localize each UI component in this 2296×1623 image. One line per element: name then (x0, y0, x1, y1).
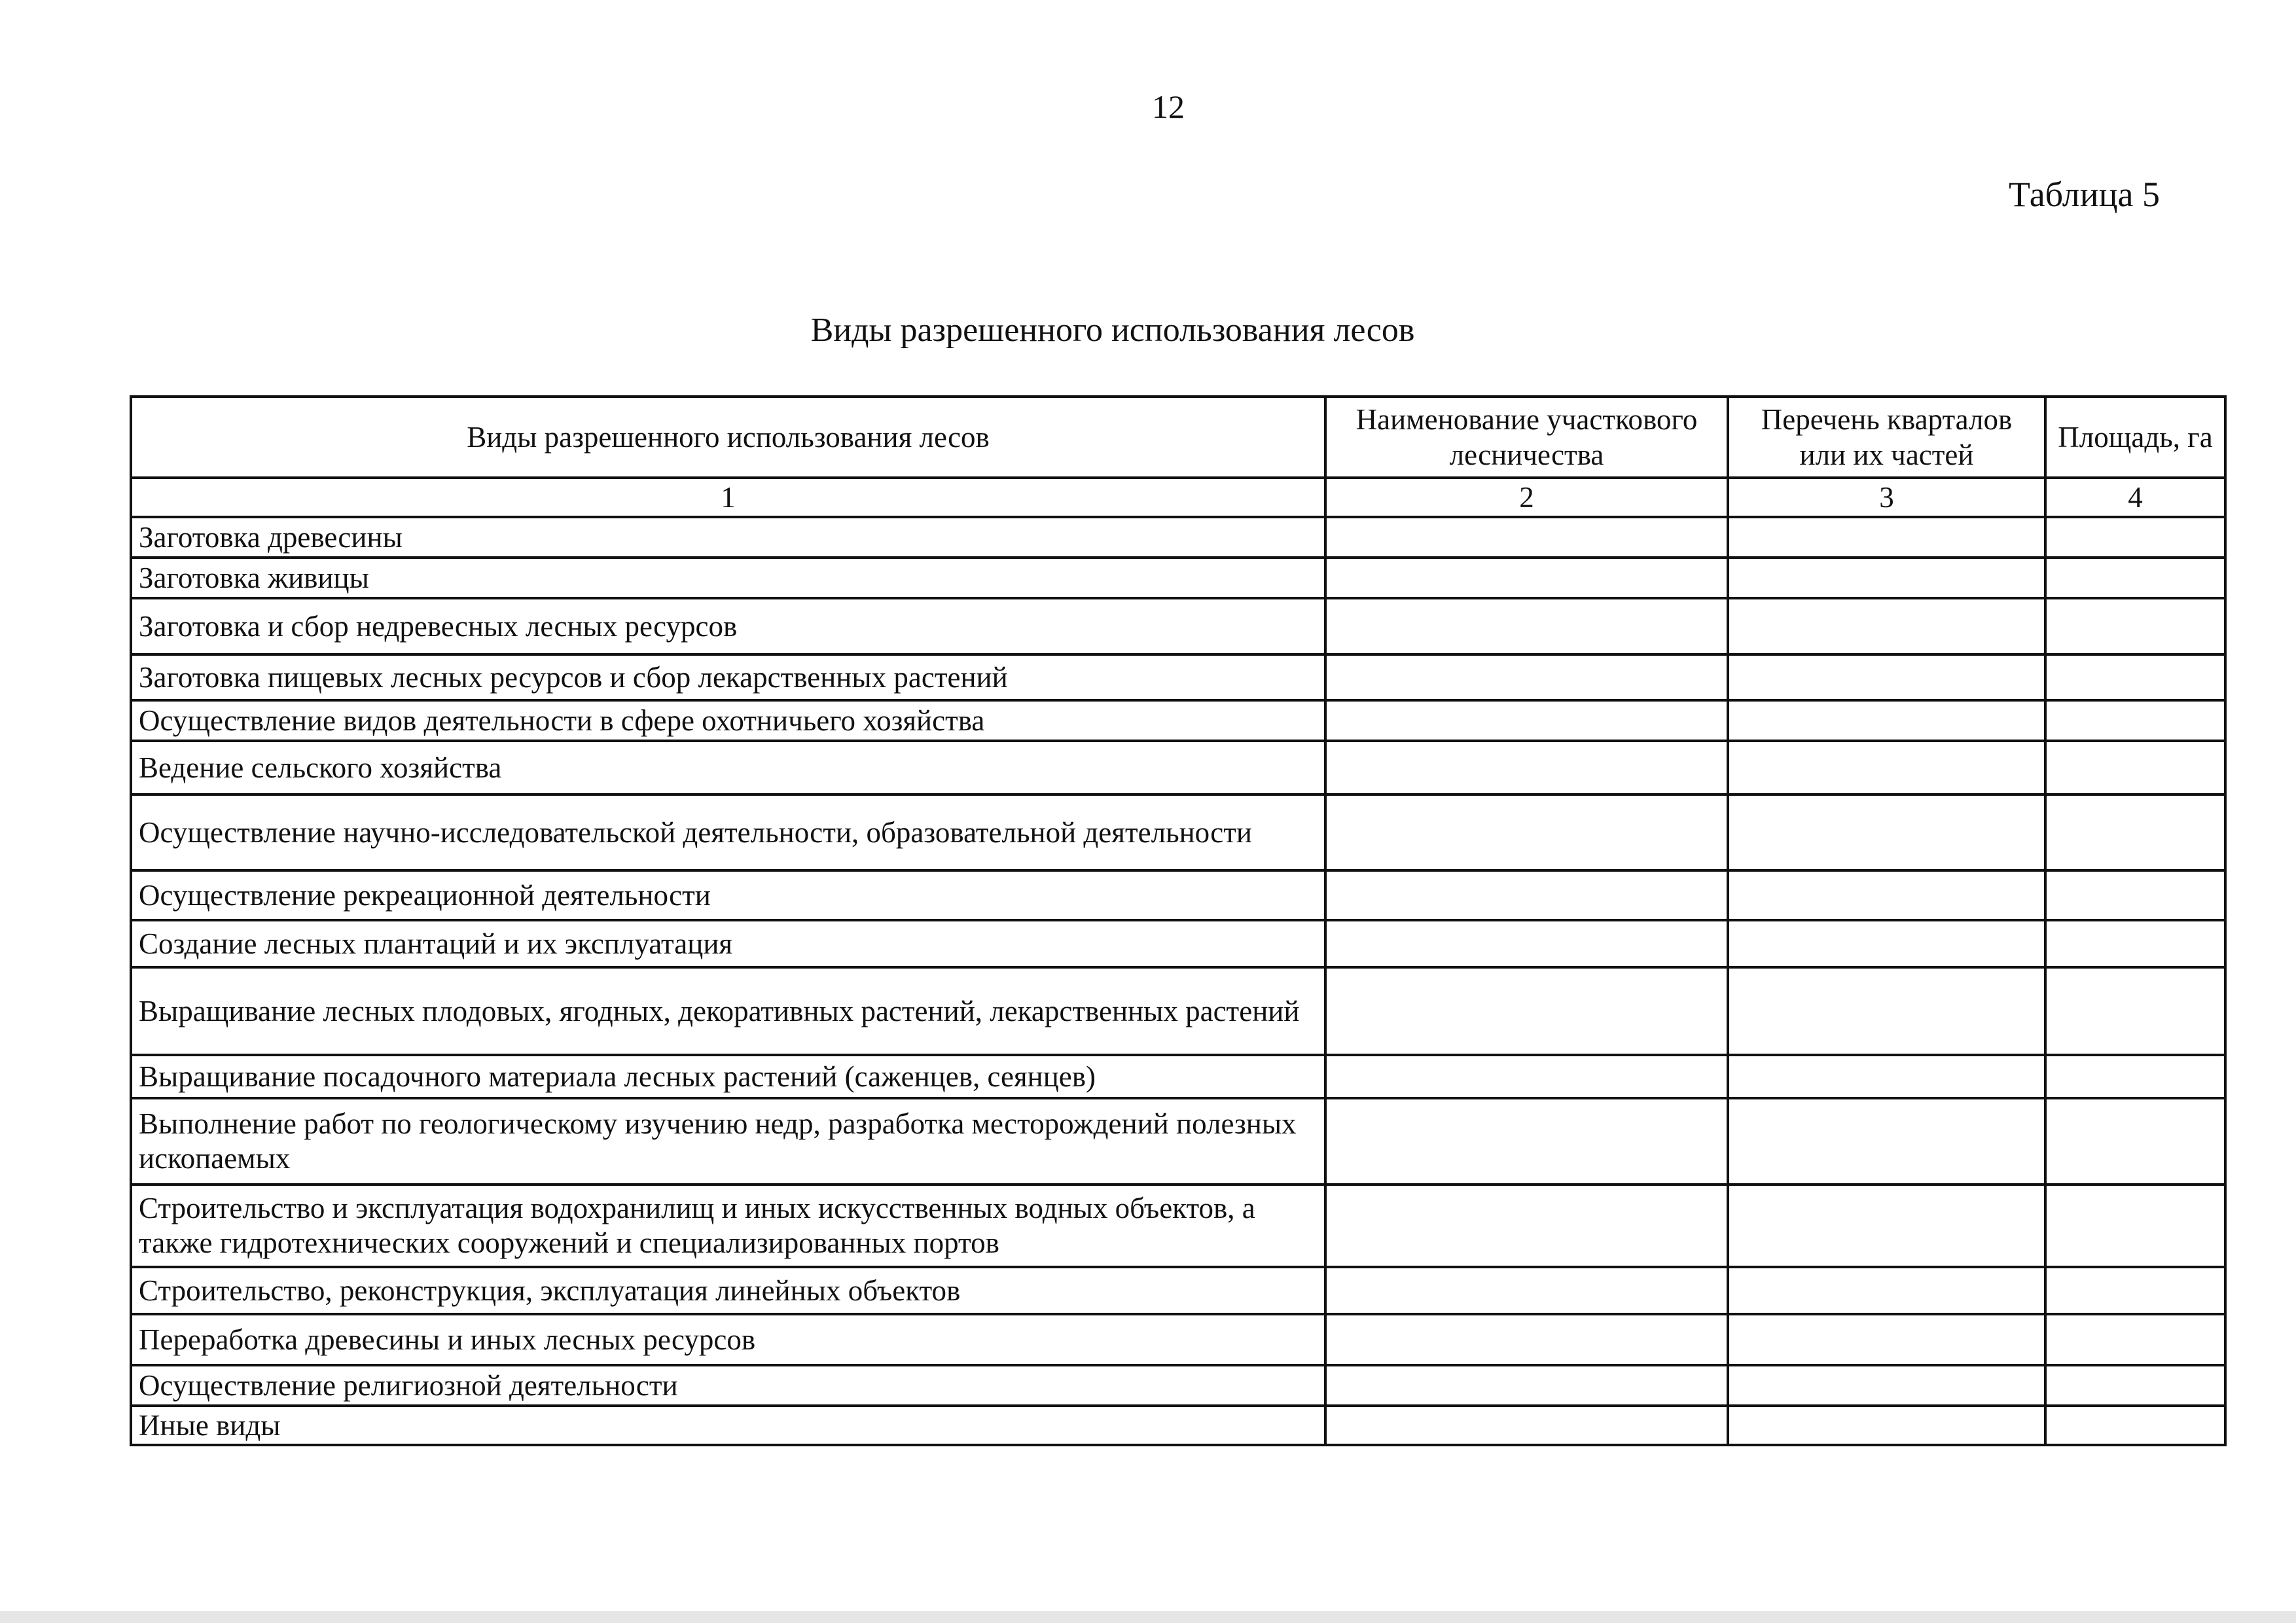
empty-cell (1728, 1314, 2045, 1365)
header-cell-quarters: Перечень кварталов или их частей (1728, 397, 2045, 478)
row-label: Ведение сельского хозяйства (131, 741, 1325, 794)
empty-cell (1728, 794, 2045, 870)
empty-cell (1325, 1055, 1728, 1098)
header-cell-forestry: Наименование участкового лесничества (1325, 397, 1728, 478)
table-row (131, 1365, 2225, 1406)
table-row (131, 741, 2225, 794)
row-label: Строительство и эксплуатация водохранилищ и иных искусственных водных объектов, а также гидротехнических сооружений и специализированных портов (131, 1185, 1325, 1267)
table-row (131, 794, 2225, 870)
header-cell-type: Виды разрешенного использования лесов (131, 397, 1325, 478)
empty-cell (1728, 558, 2045, 598)
row-label: Создание лесных плантаций и их эксплуатация (131, 920, 1325, 967)
table-row (131, 1185, 2225, 1267)
empty-cell (1325, 794, 1728, 870)
empty-cell (2045, 1185, 2225, 1267)
empty-cell (1728, 517, 2045, 558)
empty-cell (2045, 654, 2225, 700)
land-use-table (130, 395, 2227, 1446)
empty-cell (2045, 700, 2225, 741)
table-row (131, 654, 2225, 700)
empty-cell (2045, 1098, 2225, 1185)
table-row (131, 558, 2225, 598)
empty-cell (2045, 1267, 2225, 1314)
table-row (131, 517, 2225, 558)
empty-cell (2045, 741, 2225, 794)
empty-cell (2045, 967, 2225, 1055)
column-number: 2 (1325, 478, 1728, 517)
header-row (131, 397, 2225, 478)
row-label: Заготовка и сбор недревесных лесных ресурсов (131, 598, 1325, 654)
row-label: Заготовка древесины (131, 517, 1325, 558)
table-row (131, 1098, 2225, 1185)
empty-cell (1325, 920, 1728, 967)
empty-cell (1325, 558, 1728, 598)
column-number: 1 (131, 478, 1325, 517)
empty-cell (1728, 1098, 2045, 1185)
table-row (131, 700, 2225, 741)
column-number: 4 (2045, 478, 2225, 517)
row-label: Переработка древесины и иных лесных ресурсов (131, 1314, 1325, 1365)
empty-cell (2045, 517, 2225, 558)
empty-cell (2045, 598, 2225, 654)
column-number-row (131, 478, 2225, 517)
table-title: Виды разрешенного использования лесов (810, 312, 1415, 349)
row-label: Выполнение работ по геологическому изучению недр, разработка месторождений полезных ископаемых (131, 1098, 1325, 1185)
empty-cell (1728, 1185, 2045, 1267)
table-row (131, 1267, 2225, 1314)
scan-bottom-edge (0, 1611, 2296, 1623)
header-cell-area: Площадь, га (2045, 397, 2225, 478)
row-label: Выращивание посадочного материала лесных растений (саженцев, сеянцев) (131, 1055, 1325, 1098)
empty-cell (2045, 1365, 2225, 1406)
row-label: Строительство, реконструкция, эксплуатация линейных объектов (131, 1267, 1325, 1314)
empty-cell (1325, 870, 1728, 920)
empty-cell (2045, 870, 2225, 920)
empty-cell (1325, 1098, 1728, 1185)
table-row (131, 967, 2225, 1055)
empty-cell (1728, 870, 2045, 920)
row-label: Заготовка живицы (131, 558, 1325, 598)
empty-cell (1325, 1314, 1728, 1365)
empty-cell (1728, 967, 2045, 1055)
page-number: 12 (1152, 88, 1185, 125)
empty-cell (1325, 741, 1728, 794)
empty-cell (1325, 700, 1728, 741)
empty-cell (2045, 920, 2225, 967)
table-row (131, 598, 2225, 654)
empty-cell (2045, 794, 2225, 870)
table-row (131, 1055, 2225, 1098)
empty-cell (1728, 1365, 2045, 1406)
empty-cell (1728, 1406, 2045, 1445)
row-label: Выращивание лесных плодовых, ягодных, декоративных растений, лекарственных растений (131, 967, 1325, 1055)
table-row (131, 1314, 2225, 1365)
row-label: Осуществление видов деятельности в сфере охотничьего хозяйства (131, 700, 1325, 741)
table-row (131, 1406, 2225, 1445)
table-row (131, 870, 2225, 920)
empty-cell (1325, 1267, 1728, 1314)
empty-cell (1728, 1055, 2045, 1098)
empty-cell (1728, 920, 2045, 967)
empty-cell (1728, 598, 2045, 654)
empty-cell (1325, 1365, 1728, 1406)
row-label: Осуществление рекреационной деятельности (131, 870, 1325, 920)
column-number: 3 (1728, 478, 2045, 517)
row-label: Осуществление религиозной деятельности (131, 1365, 1325, 1406)
empty-cell (2045, 1055, 2225, 1098)
table-label: Таблица 5 (2009, 175, 2160, 214)
row-label: Заготовка пищевых лесных ресурсов и сбор лекарственных растений (131, 654, 1325, 700)
empty-cell (1325, 967, 1728, 1055)
empty-cell (2045, 1314, 2225, 1365)
empty-cell (2045, 1406, 2225, 1445)
empty-cell (1728, 700, 2045, 741)
table-row (131, 920, 2225, 967)
empty-cell (1728, 741, 2045, 794)
row-label: Осуществление научно-исследовательской деятельности, образовательной деятельности (131, 794, 1325, 870)
empty-cell (1325, 1185, 1728, 1267)
empty-cell (1325, 654, 1728, 700)
empty-cell (1325, 598, 1728, 654)
empty-cell (2045, 558, 2225, 598)
empty-cell (1325, 517, 1728, 558)
empty-cell (1728, 1267, 2045, 1314)
row-label: Иные виды (131, 1406, 1325, 1445)
empty-cell (1728, 654, 2045, 700)
empty-cell (1325, 1406, 1728, 1445)
